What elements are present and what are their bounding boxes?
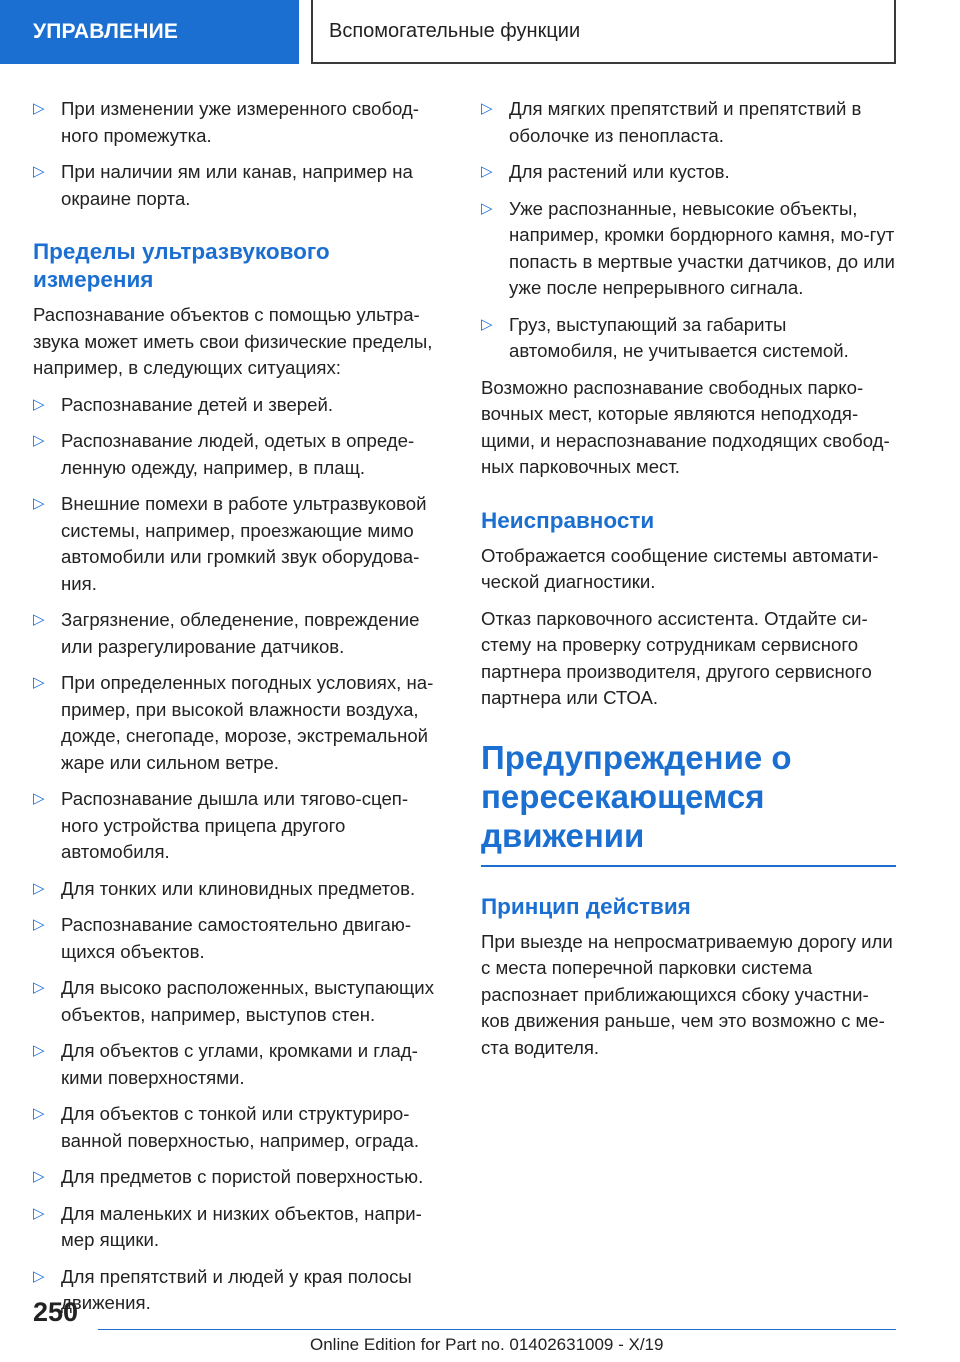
triangle-bullet-icon: ▷ (33, 790, 45, 807)
faults-paragraph-2: Отказ парковочного ассистента. Отдайте си-стему на проверку сотрудникам сервисного партнера производителя, другого сервисного партнера или СТОА. (481, 607, 872, 708)
list-item: ▷ Для растений или кустов. (481, 159, 896, 186)
page-number: 250 (33, 1297, 79, 1327)
faults-paragraph-1: Отображается сообщение системы автомати-ческой диагностики. (481, 544, 879, 592)
list-item: ▷ Распознавание самостоятельно двигаю-щихся объектов. (33, 914, 412, 962)
section-tab (0, 0, 299, 64)
triangle-bullet-icon: ▷ (33, 1105, 45, 1122)
triangle-bullet-icon: ▷ (481, 163, 493, 180)
triangle-bullet-icon: ▷ (33, 916, 45, 933)
right-column (481, 96, 896, 1071)
triangle-bullet-icon: ▷ (481, 315, 493, 333)
list-item: ▷ Уже распознанные, невысокие объекты, например, кромки бордюрного камня, мо-гут попасть в мертвые участки датчиков, до или уже после непрерывного сигнала. (481, 197, 895, 298)
chapter-title: Вспомогательные функции (329, 19, 581, 42)
list-item: ▷ При наличии ям или канав, например на окраине порта. (33, 161, 413, 209)
list-item: ▷ Распознавание дышла или тягово-сцеп-ного устройства прицепа другого автомобиля. (33, 788, 409, 862)
list-item: ▷ Распознавание людей, одетых в опреде-ленную одежду, например, в плащ. (33, 430, 415, 478)
triangle-bullet-icon: ▷ (33, 674, 45, 691)
triangle-bullet-icon: ▷ (33, 163, 45, 180)
list-item: ▷ Груз, выступающий за габариты автомобиля, не учитывается системой. (481, 313, 849, 361)
principle-heading: Принцип действия (481, 893, 691, 919)
faults-heading: Неисправности (481, 507, 655, 533)
triangle-bullet-icon: ▷ (33, 432, 45, 449)
parking-paragraph: Возможно распознавание свободных парко-вочных мест, которые являются неподходя-щими, и нераспознавание подходящих свобод-ных парковочных мест. (481, 376, 890, 477)
section-title: УПРАВЛЕНИЕ (33, 20, 179, 43)
triangle-bullet-icon: ▷ (33, 100, 45, 117)
list-item: ▷ Для предметов с пористой поверхностью. (33, 1164, 443, 1191)
list-item: ▷ Для высоко расположенных, выступающих объектов, например, выступов стен. (33, 977, 434, 1025)
triangle-bullet-icon: ▷ (481, 100, 493, 117)
list-item: ▷ Для мягких препятствий и препятствий в оболочке из пенопласта. (481, 98, 862, 146)
triangle-bullet-icon: ▷ (33, 879, 45, 897)
triangle-bullet-icon: ▷ (33, 1267, 45, 1285)
edition-note: Online Edition for Part no. 01402631009 - X/19 (310, 1335, 664, 1354)
list-item: ▷ Для препятствий и людей у края полосы движения. (33, 1265, 412, 1313)
list-item: ▷ Для тонких или клиновидных предметов. (33, 876, 443, 903)
limits-paragraph: Распознавание объектов с помощью ультра-звука может иметь свои физические пределы, например, в следующих ситуациях: (33, 304, 433, 378)
triangle-bullet-icon: ▷ (33, 979, 45, 996)
list-item: ▷ Для объектов с углами, кромками и глад-кими поверхностями. (33, 1040, 418, 1088)
triangle-bullet-icon: ▷ (481, 199, 493, 217)
list-item: ▷ При изменении уже измеренного свобод-ного промежутка. (33, 98, 419, 146)
heading-rule (481, 865, 896, 867)
triangle-bullet-icon: ▷ (33, 1042, 45, 1059)
chapter-header (311, 0, 896, 64)
triangle-bullet-icon: ▷ (33, 611, 45, 628)
list-item: ▷ Для маленьких и низких объектов, напри-мер ящики. (33, 1202, 422, 1250)
list-item: ▷ Загрязнение, обледенение, повреждение или разрегулирование датчиков. (33, 609, 420, 657)
list-item: ▷ При определенных погодных условиях, на-пример, при высокой влажности воздуха, дожде, снегопаде, морозе, экстремальной жаре или сильном ветре. (33, 672, 434, 773)
triangle-bullet-icon: ▷ (33, 495, 45, 512)
list-item: ▷ Распознавание детей и зверей. (33, 392, 443, 419)
triangle-bullet-icon: ▷ (33, 1168, 45, 1185)
list-item: ▷ Для объектов с тонкой или структуриро-ванной поверхностью, например, ограда. (33, 1103, 420, 1151)
triangle-bullet-icon: ▷ (33, 395, 45, 413)
left-column (33, 96, 443, 1327)
principle-paragraph: При выезде на непросматриваемую дорогу или с места поперечной парковки система распознает приближающихся сбоку участни-ков движения раньше, чем это возможно с ме-ста водителя. (481, 930, 893, 1058)
triangle-bullet-icon: ▷ (33, 1204, 45, 1222)
warning-heading: Предупреждение о пересекающемся движении (481, 738, 792, 854)
limits-heading: Пределы ультразвукового измерения (33, 239, 330, 292)
list-item: ▷ Внешние помехи в работе ультразвуковой системы, например, проезжающие мимо автомобили или громкий звук оборудова-ния. (33, 493, 427, 594)
footer-rule (98, 1329, 896, 1330)
